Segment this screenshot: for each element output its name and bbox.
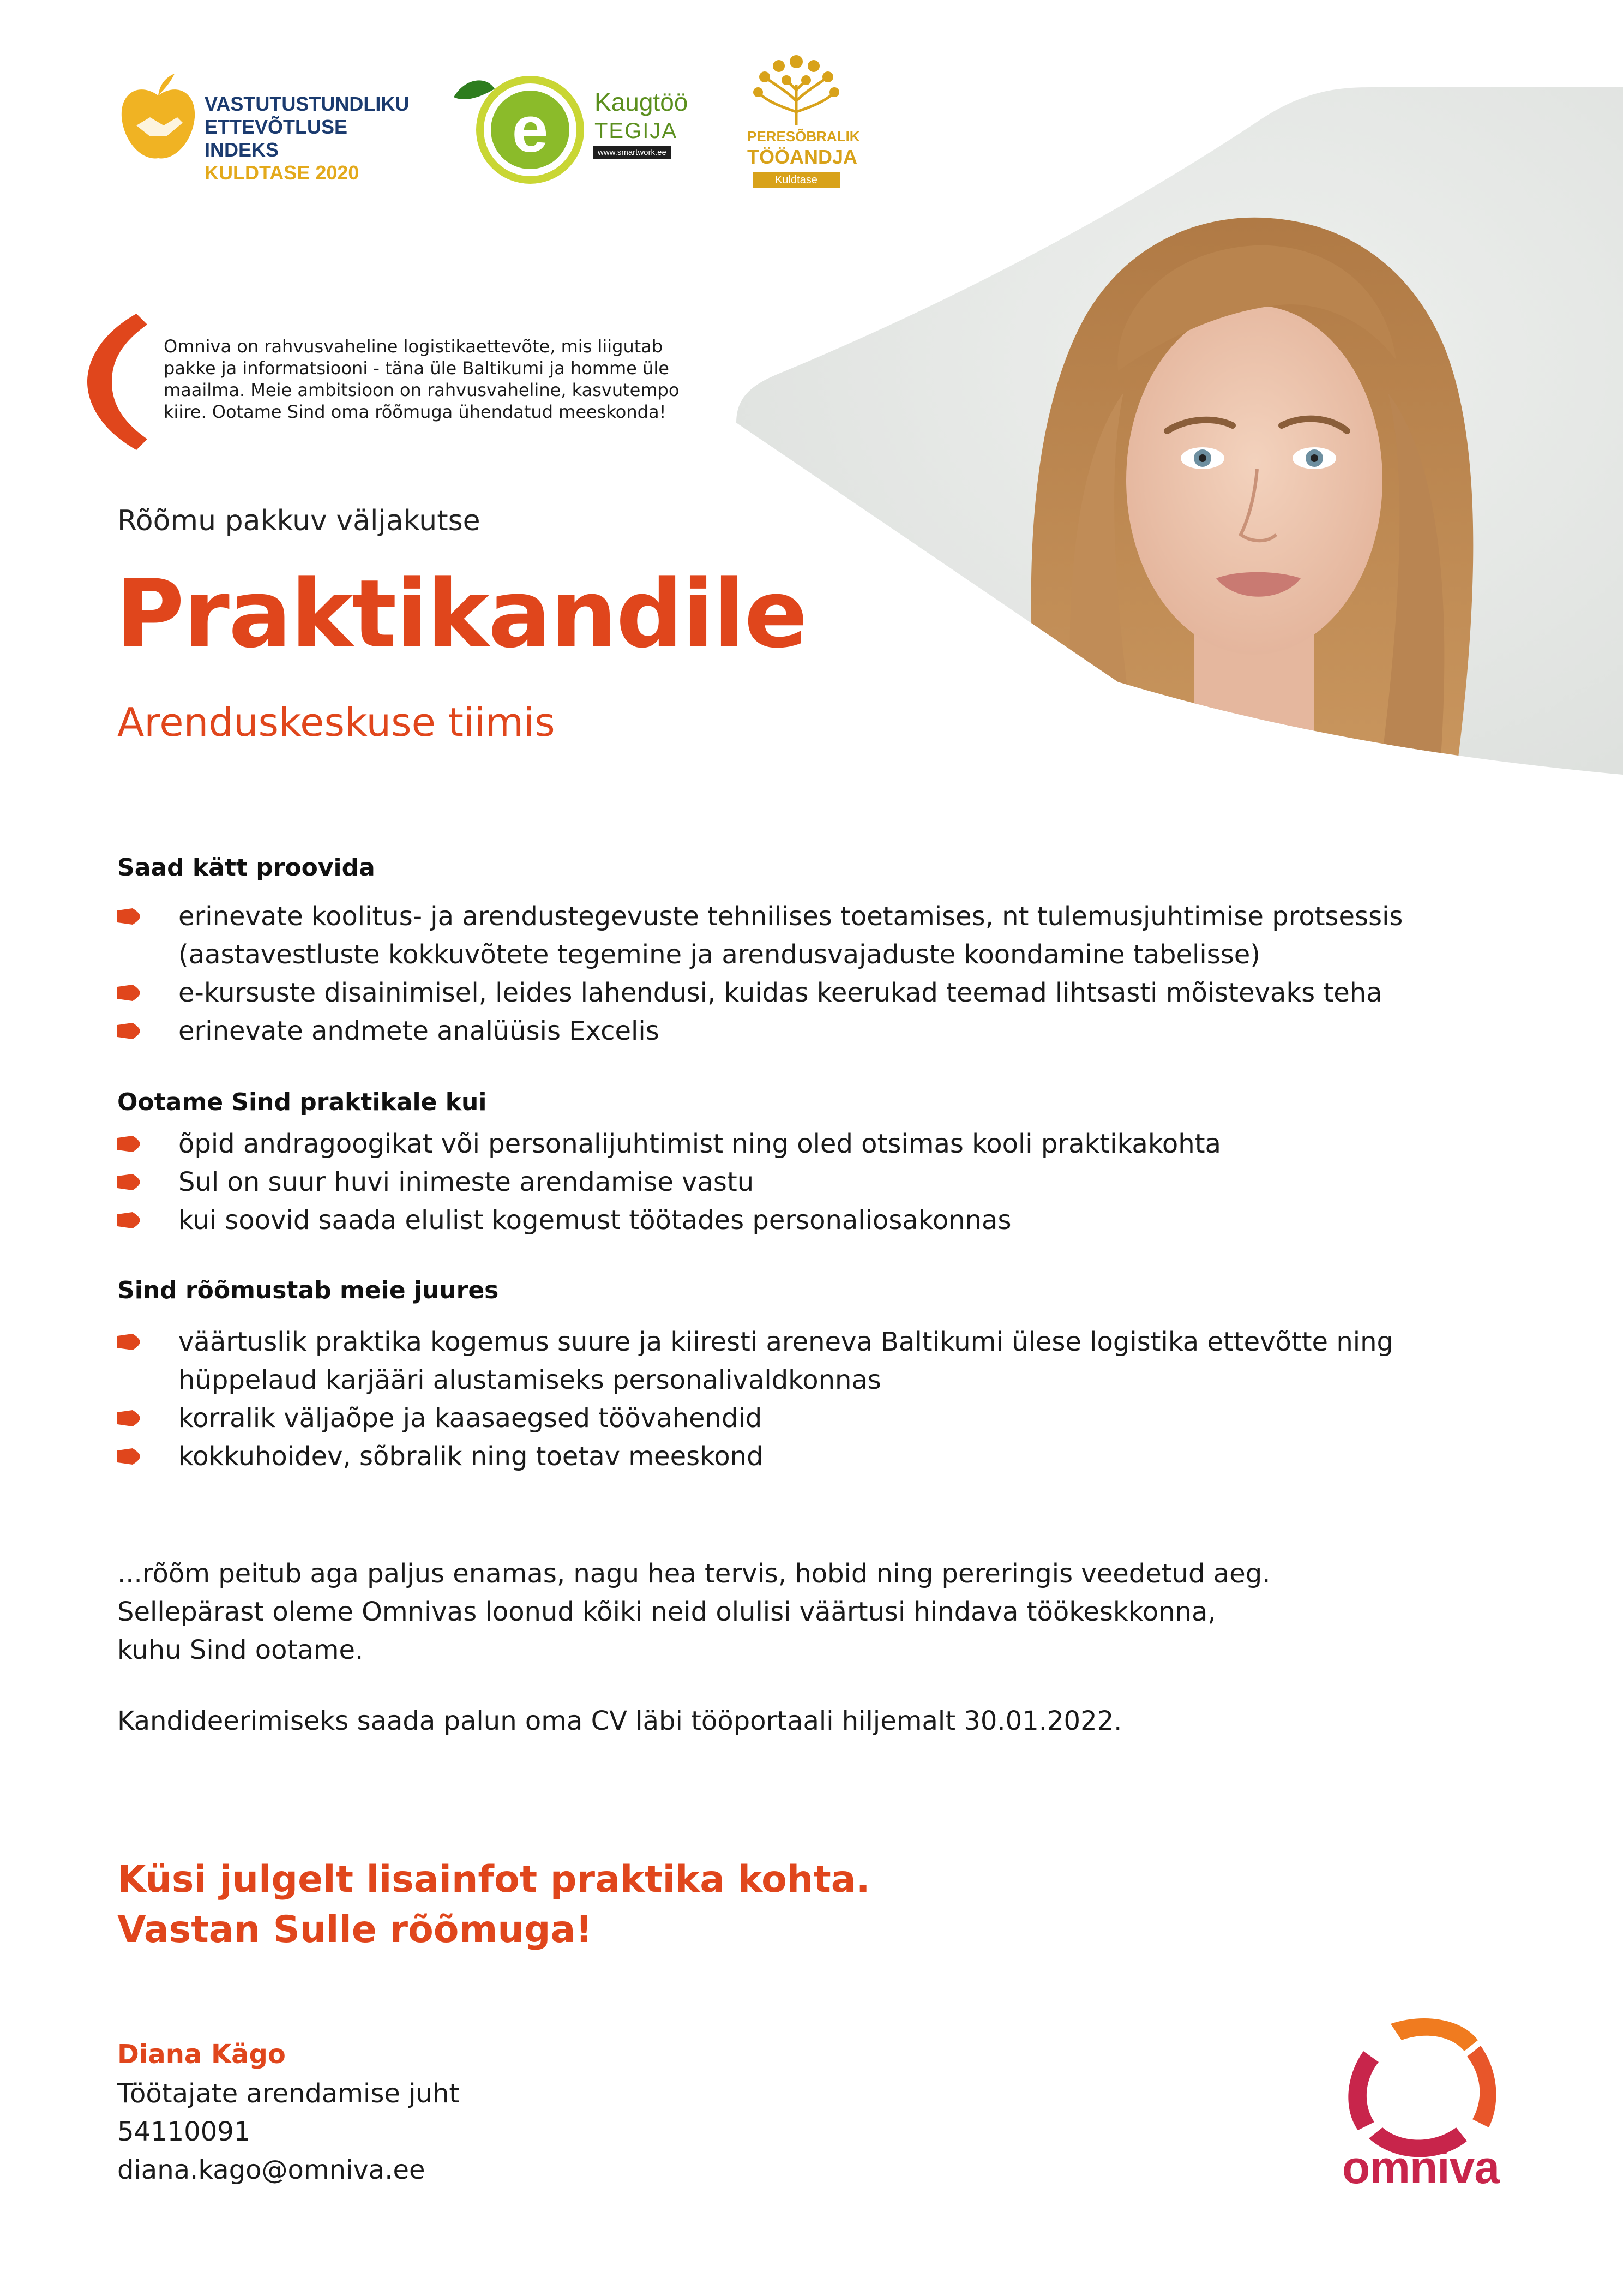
kaugtoo-line-2: TEGIJA [594,119,678,143]
list-item-text: õpid andragoogikat või personalijuhtimist ning oled otsimas kooli praktikakohta [178,1129,1221,1159]
bullet-arrow-icon [117,1410,140,1426]
list-item [117,1125,1426,1163]
list-item [117,1012,1426,1050]
apply-instructions: Kandideerimiseks saada palun oma CV läbi tööportaali hiljemalt 30.01.2022. [117,1706,1122,1736]
bullet-arrow-icon [117,1448,140,1465]
tasks-list [117,897,1426,1050]
list-item-text: kui soovid saada elulist kogemust töötades personaliosakonnas [178,1205,1012,1236]
cta-line-2: Vastan Sulle rõõmuga! [117,1908,593,1951]
list-item-text: erinevate koolitus- ja arendustegevuste tehnilises toetamises, nt tulemusjuhtimise protsessis (aastavestluste kokkuvõtete tegemine ja arendusvajaduste koondamine tabelisse) [178,901,1403,970]
intro-line-1: Omniva on rahvusvaheline logistikaettevõte, mis liigutab [164,336,663,357]
bullet-arrow-icon [117,1212,140,1228]
list-item [117,974,1426,1012]
contact-phone[interactable]: 54110091 [117,2117,251,2147]
list-item [117,1323,1426,1399]
pere-badge: Kuldtase [753,172,840,188]
kaugtoo-tegija-logo [448,64,688,184]
intro-accent-arc-icon [87,314,147,450]
bullet-arrow-icon [117,1136,140,1152]
page-subtitle: Arenduskeskuse tiimis [117,699,555,745]
kaugtoo-url: www.smartwork.ee [593,146,671,159]
bullet-arrow-icon [117,985,140,1001]
contact-name: Diana Kägo [117,2039,286,2070]
pere-line-1: PERESÕBRALIK [747,128,860,145]
bullet-arrow-icon [117,1174,140,1190]
bullet-arrow-icon [117,1334,140,1350]
csr-line-3: KULDTASE 2020 [205,161,359,184]
kaugtoo-line-1: Kaugtöö [594,88,688,116]
bullet-arrow-icon [117,1023,140,1039]
contact-email[interactable]: diana.kago@omniva.ee [117,2155,425,2185]
hero-portrait-image [736,87,1623,775]
csr-index-logo [117,65,423,184]
cta-text [117,1855,1208,1955]
list-item-text: Sul on suur huvi inimeste arendamise vastu [178,1167,754,1197]
list-item [117,1399,1426,1437]
pere-line-2: TÖÖANDJA [747,146,858,168]
intro-text [164,335,709,423]
list-item-text: korralik väljaõpe ja kaasaegsed töövahendid [178,1403,762,1434]
intro-line-2: pakke ja informatsiooni - täna üle Baltikumi ja homme üle [164,358,669,379]
svg-text:e: e [512,93,549,166]
cta-line-1: Küsi julgelt lisainfot praktika kohta. [117,1858,870,1901]
page-title: Praktikandile [116,559,807,669]
intro-line-3: maailma. Meie ambitsioon on rahvusvaheline, kasvutempo [164,380,680,400]
csr-line-1: VASTUTUSTUNDLIKU [205,93,410,115]
list-item-text: kokkuhoidev, sõbralik ning toetav meeskond [178,1441,764,1472]
requirements-list [117,1125,1426,1239]
closing-line-3: kuhu Sind ootame. [117,1635,364,1665]
list-item [117,1201,1426,1239]
contact-role: Töötajate arendamise juht [117,2078,460,2109]
list-item-text: e-kursuste disainimisel, leides lahendusi, kuidas keerukad teemad lihtsasti mõistevaks teha [178,978,1382,1008]
list-item [117,897,1426,974]
apple-handshake-icon [117,65,199,175]
closing-paragraph [117,1555,1481,1669]
section-heading-tasks: Saad kätt proovida [117,854,375,882]
list-item-text: erinevate andmete analüüsis Excelis [178,1016,659,1046]
csr-line-2: ETTEVÕTLUSE INDEKS [205,116,348,161]
omniva-wordmark: omniva [1342,2142,1500,2193]
kicker-text: Rõõmu pakkuv väljakutse [117,505,480,537]
list-item-text: väärtuslik praktika kogemus suure ja kiiresti areneva Baltikumi ülese logistika ettevõtte ning hüppelaud karjääri alustamiseks personalivaldkonnas [178,1327,1393,1395]
list-item [117,1437,1426,1476]
section-heading-benefits: Sind rõõmustab meie juures [117,1276,499,1304]
e-leaf-icon [448,64,590,184]
closing-line-1: ...rõõm peitub aga paljus enamas, nagu hea tervis, hobid ning pereringis veedetud aeg. [117,1558,1271,1589]
closing-line-2: Sellepärast oleme Omnivas loonud kõiki neid olulisi väärtusi hindava töökeskkonna, [117,1597,1216,1627]
benefits-list [117,1323,1426,1476]
section-heading-requirements: Ootame Sind praktikale kui [117,1088,487,1116]
list-item [117,1163,1426,1201]
intro-line-4: kiire. Ootame Sind oma rõõmuga ühendatud meeskonda! [164,401,666,422]
bullet-arrow-icon [117,908,140,925]
